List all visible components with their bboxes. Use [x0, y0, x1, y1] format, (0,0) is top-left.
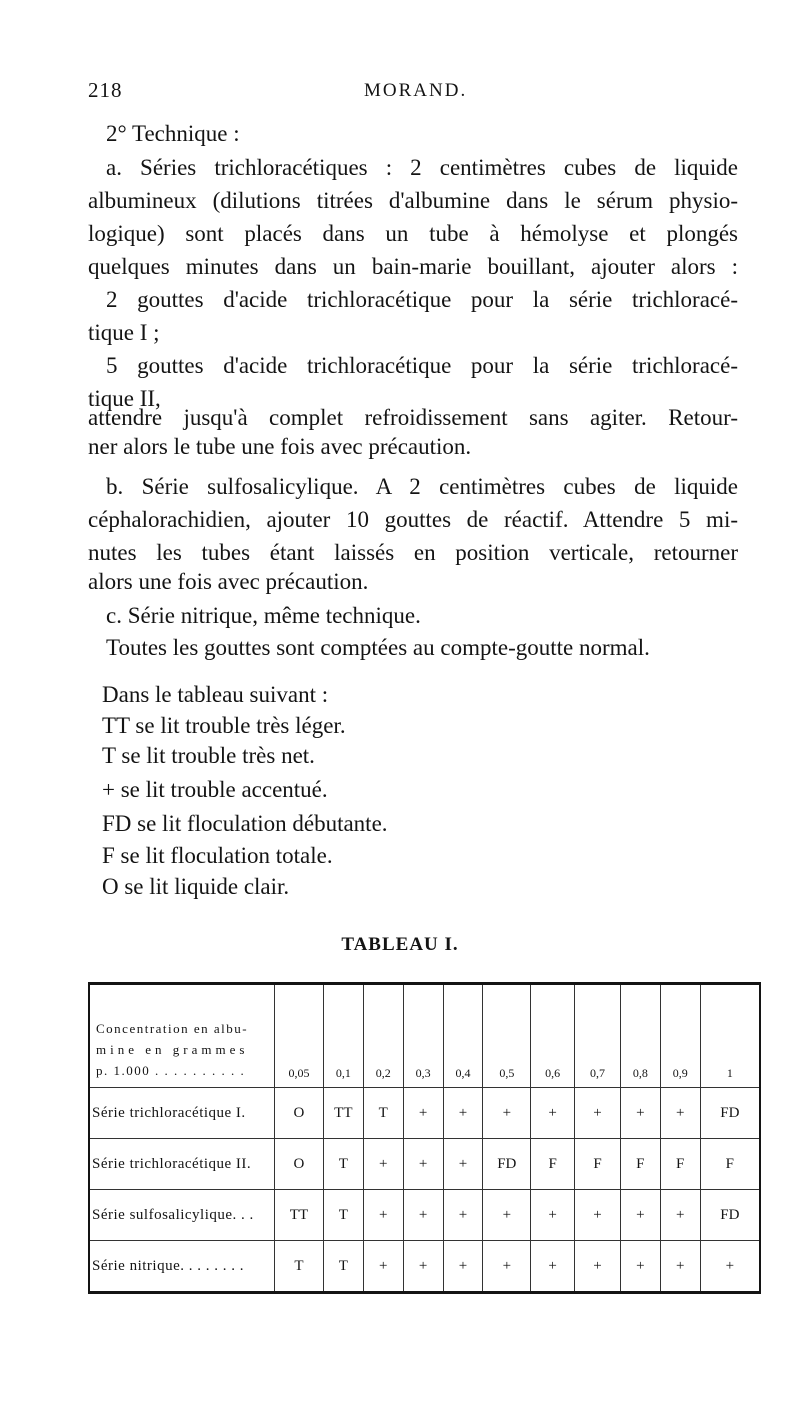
table-cell: + — [443, 1241, 483, 1293]
header-label-line: Concentration en albu- — [96, 1021, 249, 1036]
results-table — [88, 982, 761, 1294]
table-cell: + — [483, 1241, 531, 1293]
table-cell: + — [575, 1241, 621, 1293]
header-label-line: mine en grammes — [96, 1042, 249, 1057]
table-cell: F — [531, 1139, 575, 1190]
paragraph-a-line: tique II, — [88, 386, 161, 411]
table-cell: F — [575, 1139, 621, 1190]
column-header: 0,8 — [620, 984, 660, 1088]
table-cell: T — [363, 1088, 403, 1139]
column-header: 0,4 — [443, 984, 483, 1088]
table-cell: + — [660, 1088, 700, 1139]
table-cell: + — [575, 1088, 621, 1139]
legend-item: TT se lit trouble très léger. — [102, 713, 346, 738]
table-cell: F — [620, 1139, 660, 1190]
table-cell: FD — [700, 1088, 760, 1139]
table-cell: + — [483, 1088, 531, 1139]
row-label: Série trichloracétique II. — [89, 1139, 275, 1190]
column-header: 0,1 — [323, 984, 363, 1088]
table-cell: + — [575, 1190, 621, 1241]
table-cell: + — [363, 1139, 403, 1190]
table-cell: + — [483, 1190, 531, 1241]
column-header: 1 — [700, 984, 760, 1088]
table-cell: + — [660, 1241, 700, 1293]
table-cell: + — [363, 1190, 403, 1241]
paragraph-a-line: 5 gouttes d'acide trichloracétique pour la série trichloracé- — [106, 353, 738, 378]
table-row — [89, 1241, 760, 1293]
table-header-row — [89, 984, 760, 1088]
header-label-line: p. 1.000 . . . . . . . . . . — [96, 1063, 246, 1078]
paragraph-c-line: Toutes les gouttes sont comptées au compte-goutte normal. — [106, 635, 650, 660]
table-cell: + — [403, 1088, 443, 1139]
table-cell: + — [443, 1088, 483, 1139]
table-cell: + — [403, 1241, 443, 1293]
legend-item: O se lit liquide clair. — [102, 874, 290, 899]
row-label: Série sulfosalicylique. . . — [89, 1190, 275, 1241]
paragraph-a-line: tique I ; — [88, 320, 160, 345]
table-cell: F — [660, 1139, 700, 1190]
table-cell: T — [323, 1241, 363, 1293]
table-cell: TT — [323, 1088, 363, 1139]
table-cell: + — [620, 1088, 660, 1139]
column-header: 0,7 — [575, 984, 621, 1088]
table-row — [89, 1190, 760, 1241]
legend-item: + se lit trouble accentué. — [102, 777, 328, 802]
table-cell: + — [403, 1190, 443, 1241]
table-title: TABLEAU I. — [341, 934, 459, 955]
legend-item: F se lit floculation totale. — [102, 843, 333, 868]
table-cell: + — [403, 1139, 443, 1190]
table-cell: T — [275, 1241, 324, 1293]
paragraph-a-line: a. Séries trichloracétiques : 2 centimètres cubes de liquide — [106, 155, 738, 180]
table-cell: F — [700, 1139, 760, 1190]
paragraph-b-line: alors une fois avec précaution. — [88, 569, 369, 594]
header-label-cell — [89, 984, 275, 1088]
table-cell: + — [443, 1139, 483, 1190]
table-cell: + — [531, 1088, 575, 1139]
paragraph-c-line: c. Série nitrique, même technique. — [106, 603, 421, 628]
column-header: 0,2 — [363, 984, 403, 1088]
row-label: Série nitrique. . . . . . . . — [89, 1241, 275, 1293]
column-header: 0,3 — [403, 984, 443, 1088]
table-cell: T — [323, 1190, 363, 1241]
paragraph-b-line: b. Série sulfosalicylique. A 2 centimètres cubes de liquide — [106, 474, 738, 499]
table-cell: + — [363, 1241, 403, 1293]
page-number: 218 — [88, 78, 123, 102]
table-cell: + — [620, 1190, 660, 1241]
table-cell: + — [660, 1190, 700, 1241]
legend-intro: Dans le tableau suivant : — [102, 682, 329, 707]
table-cell: + — [620, 1241, 660, 1293]
table-cell: T — [323, 1139, 363, 1190]
table-cell: O — [275, 1088, 324, 1139]
column-header: 0,5 — [483, 984, 531, 1088]
legend-item: T se lit trouble très net. — [102, 743, 315, 768]
paragraph-b-line: céphalorachidien, ajouter 10 gouttes de réactif. Attendre 5 mi- — [88, 507, 738, 532]
paragraph-a-line: 2 gouttes d'acide trichloracétique pour la série trichloracé- — [106, 287, 738, 312]
paragraph-a-line: logique) sont placés dans un tube à hémolyse et plongés — [88, 221, 738, 246]
table-cell: FD — [700, 1190, 760, 1241]
paragraph-a-line: quelques minutes dans un bain-marie bouillant, ajouter alors : — [88, 254, 738, 279]
legend-item: FD se lit floculation débutante. — [102, 811, 388, 836]
paragraph-a-line: albumineux (dilutions titrées d'albumine dans le sérum physio- — [88, 188, 738, 213]
table-cell: + — [531, 1190, 575, 1241]
running-head: MORAND. — [364, 80, 468, 101]
column-header: 0,05 — [275, 984, 324, 1088]
section-title: 2° Technique : — [106, 121, 240, 146]
table-row — [89, 1139, 760, 1190]
paragraph-b-line: nutes les tubes étant laissés en position verticale, retourner — [88, 540, 738, 565]
paragraph-a-line: attendre jusqu'à complet refroidissement sans agiter. Retour- — [88, 405, 738, 430]
table-cell: O — [275, 1139, 324, 1190]
paragraph-a-line: ner alors le tube une fois avec précaution. — [88, 434, 472, 459]
column-header: 0,9 — [660, 984, 700, 1088]
table-cell: TT — [275, 1190, 324, 1241]
row-label: Série trichloracétique I. — [89, 1088, 275, 1139]
table-cell: FD — [483, 1139, 531, 1190]
table-cell: + — [700, 1241, 760, 1293]
page-header — [0, 78, 800, 108]
table-row — [89, 1088, 760, 1139]
table-cell: + — [443, 1190, 483, 1241]
table-cell: + — [531, 1241, 575, 1293]
column-header: 0,6 — [531, 984, 575, 1088]
